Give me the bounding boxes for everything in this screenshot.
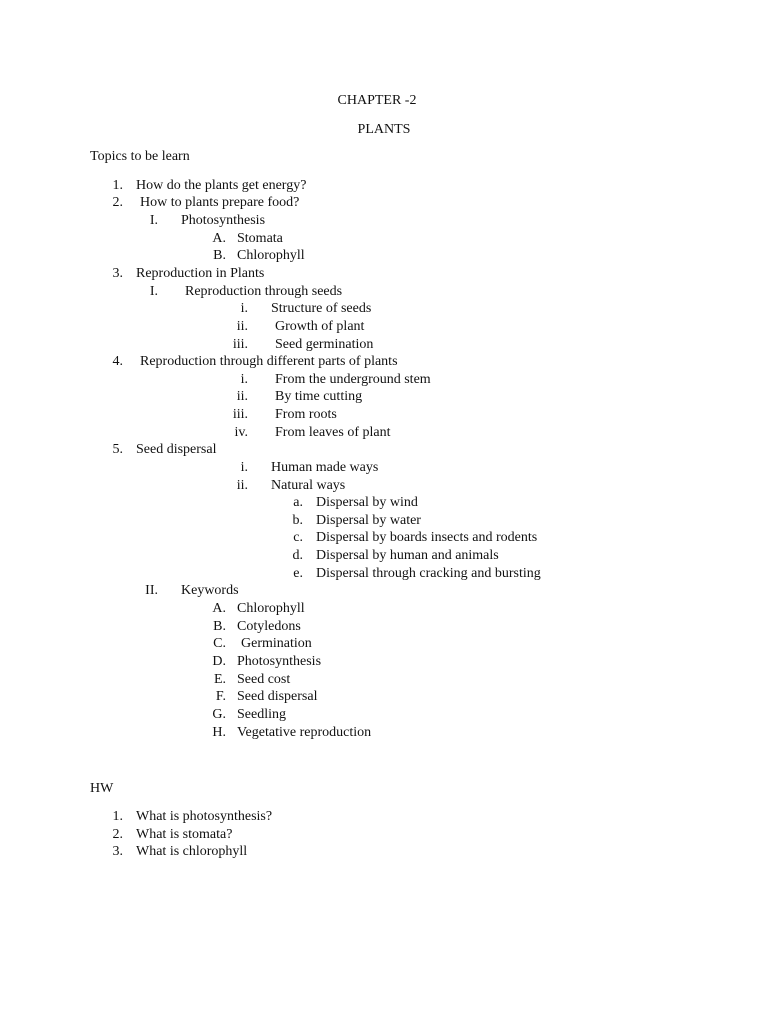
topic-item	[0, 600, 700, 618]
topic-item-text: Human made ways	[271, 460, 379, 475]
topic-item	[0, 336, 700, 354]
topic-item-marker: b.	[292, 513, 303, 528]
topic-item-text: Dispersal by wind	[316, 495, 418, 510]
topic-item-marker: B.	[213, 619, 226, 634]
homework-item-text: What is stomata?	[136, 827, 233, 842]
homework-item	[0, 826, 700, 844]
topic-item-marker: I.	[149, 284, 158, 299]
topic-item-marker: d.	[292, 548, 303, 563]
topic-item-text: Reproduction through seeds	[185, 284, 343, 299]
topic-item-text: Reproduction through different parts of plants	[140, 354, 398, 369]
homework-item-marker: 1.	[112, 809, 123, 824]
topic-item	[0, 194, 700, 212]
topic-item-text: From the underground stem	[275, 372, 431, 387]
subject-heading: PLANTS	[357, 122, 411, 137]
topic-item-marker: II.	[145, 583, 158, 598]
homework-item-marker: 3.	[112, 844, 123, 859]
topic-item	[0, 459, 700, 477]
topic-item-text: Dispersal through cracking and bursting	[316, 566, 541, 581]
topic-item-text: Germination	[241, 636, 312, 651]
topic-item-marker: 3.	[112, 266, 123, 281]
topic-item	[0, 635, 700, 653]
topic-item-text: By time cutting	[275, 389, 363, 404]
topic-item-text: Seed cost	[237, 672, 291, 687]
topic-item-marker: c.	[293, 530, 303, 545]
topic-item	[0, 582, 700, 600]
topic-item	[0, 671, 700, 689]
topic-item	[0, 230, 700, 248]
topic-item-marker: H.	[212, 725, 226, 740]
topic-item	[0, 283, 700, 301]
topic-item	[0, 177, 700, 195]
topic-item-marker: e.	[293, 566, 303, 581]
topic-item-text: Growth of plant	[275, 319, 365, 334]
topic-item-marker: i.	[240, 460, 248, 475]
topic-item	[0, 318, 700, 336]
topic-item-text: Dispersal by boards insects and rodents	[316, 530, 538, 545]
topic-item	[0, 212, 700, 230]
topic-item	[0, 529, 700, 547]
topic-item-text: Cotyledons	[237, 619, 301, 634]
topic-item-marker: I.	[149, 213, 158, 228]
topic-item	[0, 618, 700, 636]
topic-item-text: Dispersal by water	[316, 513, 421, 528]
homework-item-marker: 2.	[112, 827, 123, 842]
topic-item	[0, 247, 700, 265]
homework-label: HW	[90, 781, 114, 796]
topic-item-text: Natural ways	[271, 478, 346, 493]
topic-item-text: Chlorophyll	[237, 248, 305, 263]
topic-item-text: From roots	[275, 407, 337, 422]
topic-item-marker: 2.	[112, 195, 123, 210]
topic-item	[0, 688, 700, 706]
topics-label: Topics to be learn	[90, 149, 190, 164]
topic-item	[0, 424, 700, 442]
topic-item-marker: A.	[212, 601, 226, 616]
topic-item	[0, 706, 700, 724]
topic-item-marker: 1.	[112, 178, 123, 193]
homework-item	[0, 843, 700, 861]
topic-item	[0, 441, 700, 459]
topic-item-marker: ii.	[236, 319, 248, 334]
topic-item-marker: a.	[293, 495, 303, 510]
topic-item-marker: B.	[213, 248, 226, 263]
topic-item-marker: G.	[212, 707, 226, 722]
topic-item-marker: i.	[240, 372, 248, 387]
topic-item-text: Dispersal by human and animals	[316, 548, 499, 563]
topic-item-text: Structure of seeds	[271, 301, 372, 316]
topic-item-marker: ii.	[236, 478, 248, 493]
topic-item-marker: C.	[213, 636, 226, 651]
topic-item-text: Photosynthesis	[181, 213, 266, 228]
topic-item	[0, 388, 700, 406]
topic-item-text: Chlorophyll	[237, 601, 305, 616]
topic-item	[0, 353, 700, 371]
topic-item-text: Stomata	[237, 231, 283, 246]
topic-item-marker: E.	[213, 672, 226, 687]
topic-item-text: Seed germination	[275, 337, 374, 352]
topic-item	[0, 477, 700, 495]
chapter-heading: CHAPTER -2	[337, 93, 417, 108]
topic-item	[0, 371, 700, 389]
topic-item-text: Vegetative reproduction	[237, 725, 372, 740]
topic-item-text: Keywords	[181, 583, 239, 598]
topic-item	[0, 724, 700, 742]
topic-item	[0, 565, 700, 583]
homework-item	[0, 808, 700, 826]
topic-item	[0, 512, 700, 530]
topic-item-text: Seed dispersal	[237, 689, 318, 704]
topic-item-marker: 5.	[112, 442, 123, 457]
homework-item-text: What is photosynthesis?	[136, 809, 273, 824]
topic-item	[0, 300, 700, 318]
topic-item-marker: iii.	[232, 407, 248, 422]
topic-item-text: How do the plants get energy?	[136, 178, 307, 193]
topic-item-marker: D.	[212, 654, 226, 669]
topic-item-marker: A.	[212, 231, 226, 246]
topic-item-text: Reproduction in Plants	[136, 266, 265, 281]
topic-item-text: Photosynthesis	[237, 654, 322, 669]
topic-item	[0, 547, 700, 565]
topic-item-marker: 4.	[112, 354, 123, 369]
homework-item-text: What is chlorophyll	[136, 844, 248, 859]
topic-item	[0, 653, 700, 671]
topic-item-marker: iii.	[232, 337, 248, 352]
topic-item-marker: i.	[240, 301, 248, 316]
topic-item-text: Seed dispersal	[136, 442, 217, 457]
topic-item-marker: iv.	[234, 425, 248, 440]
topic-item-text: From leaves of plant	[275, 425, 391, 440]
topic-item	[0, 494, 700, 512]
topic-item-text: Seedling	[237, 707, 286, 722]
topic-item	[0, 265, 700, 283]
topic-item-text: How to plants prepare food?	[140, 195, 300, 210]
topic-item-marker: F.	[215, 689, 226, 704]
topic-item	[0, 406, 700, 424]
topic-item-marker: ii.	[236, 389, 248, 404]
